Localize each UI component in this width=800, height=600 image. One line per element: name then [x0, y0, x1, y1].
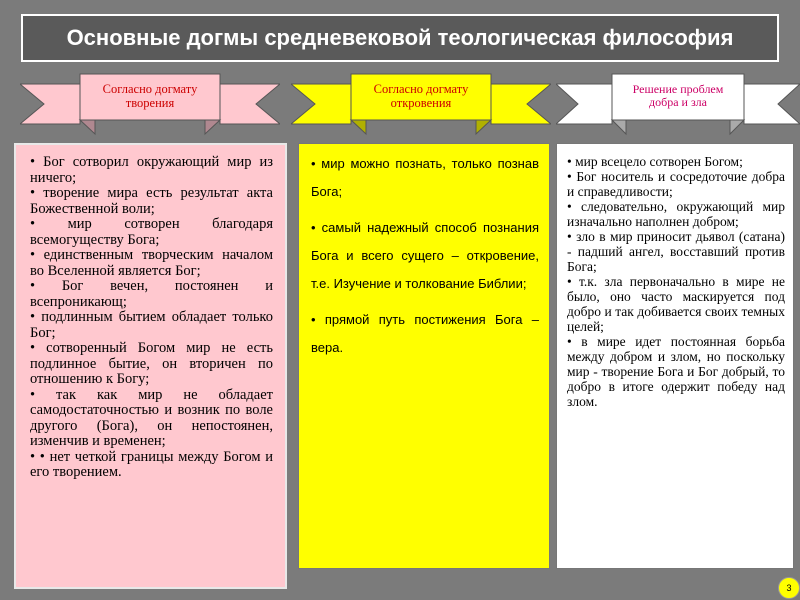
- list-item: • Бог вечен, постоянен и всепроникающ;: [30, 278, 273, 310]
- panel-good-evil: [556, 143, 794, 569]
- panel-creation: [14, 143, 287, 589]
- ribbon-good-evil: [556, 72, 800, 136]
- slide-title: Основные догмы средневековой теологическая философия: [21, 14, 779, 62]
- list-item: • самый надежный способ познания Бога и всего сущего – откровение, т.е. Изучение и толкование Библии;: [311, 220, 539, 291]
- panel-revelation: [298, 143, 550, 569]
- list-item: • т.к. зла первоначально в мире не было, оно часто маскируется под добро и так добивается своих темных целей;: [567, 274, 785, 334]
- list-item: • следовательно, окружающий мир изначально наполнен добром;: [567, 199, 785, 229]
- page-number-badge: 3: [778, 577, 800, 599]
- list-item: • в мире идет постоянная борьба между добром и злом, но поскольку мир - творение Бога и Бог добрый, то добро в итоге одержит победу над злом.: [567, 334, 785, 409]
- list-item: • мир сотворен благодаря всемогуществу Бога;: [30, 216, 273, 248]
- ribbon-revelation-label: Согласно догмату откровения: [373, 82, 469, 110]
- ribbon-revelation: [291, 72, 551, 136]
- list-item: • зло в мир приносит дьявол (сатана) - падший ангел, восставший против Бога;: [567, 229, 785, 274]
- list-item: • сотворенный Богом мир не есть подлинное бытие, он вторичен по отношению к Богу;: [30, 340, 273, 387]
- list-item: • • нет четкой границы между Богом и его творением.: [30, 448, 273, 480]
- list-item: • творение мира есть результат акта Божественной воли;: [30, 185, 273, 217]
- ribbon-good-evil-label: Решение проблем добра и зла: [632, 82, 724, 109]
- list-item: • подлинным бытием обладает только Бог;: [30, 309, 273, 341]
- ribbon-creation: [20, 72, 280, 136]
- list-item: • Бог носитель и сосредоточие добра и справедливости;: [567, 169, 785, 199]
- list-item: • мир всецело сотворен Богом;: [567, 154, 743, 169]
- list-item: • так как мир не обладает самодостаточностью и возник по воле другого (Бога), он непостоянен, изменчив и временен;: [30, 386, 273, 449]
- list-item: • мир можно познать, только познав Бога;: [311, 156, 539, 199]
- ribbon-creation-label: Согласно догмату творения: [102, 82, 198, 110]
- list-item: • Бог сотворил окружающий мир из ничего;: [30, 154, 273, 186]
- list-item: • единственным творческим началом во Вселенной является Бог;: [30, 247, 273, 279]
- list-item: • прямой путь постижения Бога – вера.: [311, 312, 539, 355]
